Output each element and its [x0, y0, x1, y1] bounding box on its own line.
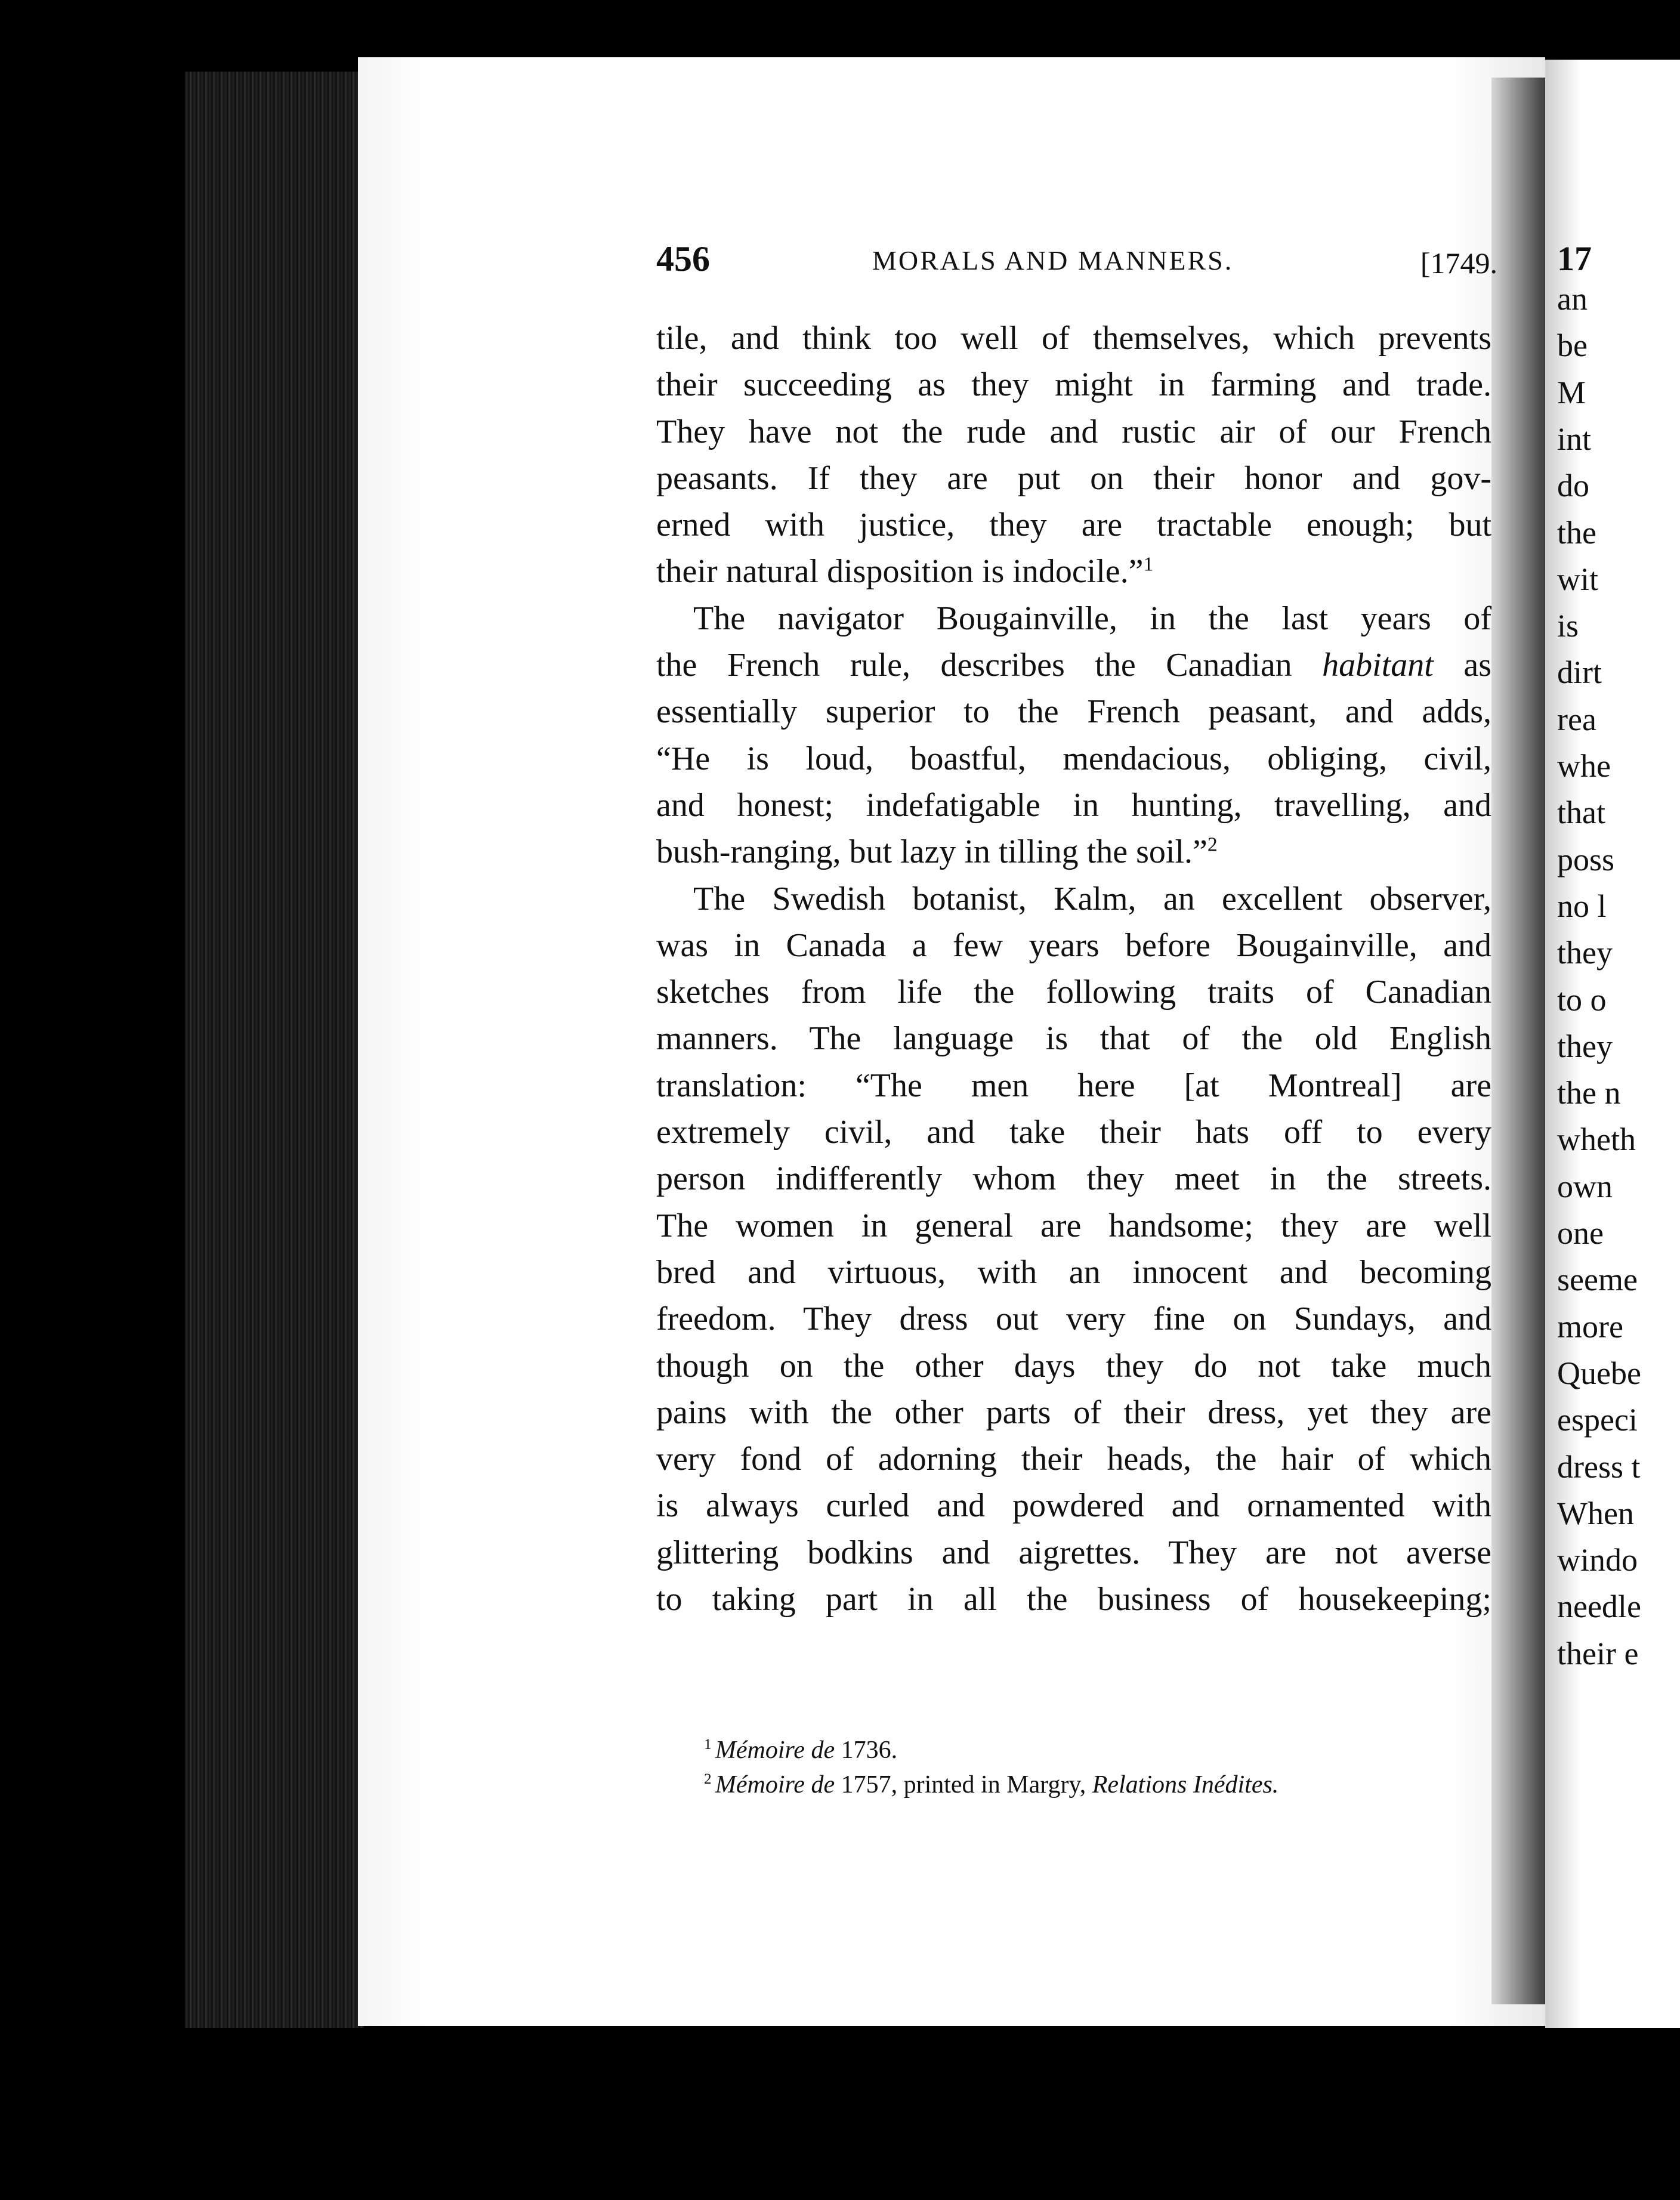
text-line-content: They have not the rude and rustic air of our French	[656, 413, 1491, 450]
right-page-line-fragment: poss	[1557, 841, 1615, 877]
text-line-content: and honest; indefatigable in hunting, travelling, and	[656, 786, 1491, 824]
footnote	[704, 1733, 1491, 1768]
footnote-title: Mémoire de	[715, 1771, 835, 1799]
text-line	[656, 315, 1491, 361]
right-page-line-fragment: Quebe	[1557, 1355, 1641, 1391]
text-line-content: translation: “The men here [at Montreal] are	[656, 1067, 1491, 1104]
text-line	[656, 922, 1491, 969]
right-page-line-fragment: wit	[1557, 561, 1599, 597]
text-line-content: extremely civil, and take their hats off to every	[656, 1114, 1491, 1151]
right-page-line-fragment: whe	[1557, 748, 1611, 784]
text-line	[656, 1203, 1491, 1249]
text-line-content: erned with justice, they are tractable enough; but	[656, 506, 1491, 544]
right-page-line-fragment: the n	[1557, 1075, 1621, 1111]
footnote-text: 1736.	[835, 1736, 898, 1764]
text-line-content: pains with the other parts of their dress, yet they are	[656, 1393, 1491, 1431]
right-page-line-fragment: is	[1557, 608, 1579, 644]
text-line	[656, 829, 1491, 875]
right-page-line-fragment: dirt	[1557, 654, 1602, 691]
text-line	[656, 595, 1491, 642]
text-line	[656, 1109, 1491, 1155]
text-line-content: tile, and think too well of themselves, which prevents	[656, 320, 1491, 357]
text-line-content: though on the other days they do not take much	[656, 1347, 1491, 1385]
footnote-number: 2	[704, 1771, 715, 1787]
text-line-content: sketches from life the following traits of Canadian	[656, 974, 1491, 1011]
text-line-content: their natural disposition is indocile.”	[656, 553, 1144, 591]
text-line	[656, 782, 1491, 829]
right-page-line-fragment: they	[1557, 935, 1613, 971]
right-page-line-fragment: windo	[1557, 1542, 1638, 1578]
text-line	[656, 642, 1491, 688]
footnote	[704, 1768, 1491, 1802]
text-line-content: glittering bodkins and aigrettes. They are not averse	[656, 1534, 1491, 1571]
text-line-content: the French rule, describes the Canadian habitant as	[656, 647, 1491, 684]
text-line-content: The navigator Bougainville, in the last years of	[693, 600, 1491, 637]
right-page-line-fragment: especi	[1557, 1402, 1638, 1438]
text-line	[656, 548, 1491, 595]
footnote-number: 1	[704, 1736, 715, 1753]
book-edge	[185, 72, 364, 2028]
right-page-line-fragment: be	[1557, 327, 1588, 364]
right-page-line-fragment: rea	[1557, 701, 1596, 737]
footnote-marker: 1	[1143, 553, 1154, 576]
text-line	[656, 1343, 1491, 1389]
right-page-line-fragment: their e	[1557, 1635, 1639, 1671]
footnote-publication: Relations Inédites.	[1092, 1771, 1279, 1799]
header-year: [1749.	[1420, 246, 1497, 280]
text-line	[656, 361, 1491, 408]
text-line	[656, 1062, 1491, 1109]
right-page-header-fragment: 17	[1557, 239, 1592, 278]
text-line-content: person indifferently whom they meet in the streets.	[656, 1160, 1491, 1198]
right-page-line-fragment: M	[1557, 374, 1586, 410]
text-line	[656, 409, 1491, 455]
right-page-line-fragment: an	[1557, 281, 1588, 317]
footnote-text: 1757, printed in Margry,	[835, 1771, 1092, 1799]
right-page-line-fragment: needle	[1557, 1589, 1641, 1625]
text-line-content: freedom. They dress out very fine on Sundays, and	[656, 1300, 1491, 1338]
text-line-content: their succeeding as they might in farming and trade.	[656, 366, 1491, 404]
text-line-content: very fond of adorning their heads, the hair of which	[656, 1441, 1491, 1478]
right-page-line-fragment: seeme	[1557, 1262, 1638, 1298]
text-line-content: is always curled and powdered and ornamented with	[656, 1487, 1491, 1525]
text-line-content: bush-ranging, but lazy in tilling the soil.”	[656, 833, 1208, 871]
right-page-line-fragment: that	[1557, 795, 1605, 831]
text-line	[656, 736, 1491, 782]
page-header	[656, 239, 1497, 286]
text-line-content: bred and virtuous, with an innocent and becoming	[656, 1253, 1491, 1291]
right-page	[1545, 60, 1680, 2028]
right-page-line-fragment: more	[1557, 1308, 1623, 1345]
text-line-content: manners. The language is that of the old English	[656, 1020, 1491, 1058]
text-line-content: The Swedish botanist, Kalm, an excellent observer,	[693, 880, 1491, 917]
text-line-content: essentially superior to the French peasant, and adds,	[656, 693, 1491, 731]
text-line-content: was in Canada a few years before Bougainville, and	[656, 926, 1491, 964]
text-line	[656, 1155, 1491, 1202]
text-line-content: to taking part in all the business of housekeeping;	[656, 1581, 1491, 1618]
text-line	[656, 1296, 1491, 1342]
right-page-line-fragment: When	[1557, 1495, 1634, 1531]
body-text	[656, 315, 1491, 1623]
text-line	[656, 969, 1491, 1015]
right-page-line-fragment: the	[1557, 514, 1596, 551]
right-page-line-fragment: wheth	[1557, 1121, 1636, 1158]
text-line	[656, 688, 1491, 735]
text-line	[656, 1249, 1491, 1296]
footnote-title: Mémoire de	[715, 1736, 835, 1764]
text-line	[656, 1389, 1491, 1436]
right-page-line-fragment: int	[1557, 421, 1592, 457]
page-gutter-shadow	[1491, 78, 1551, 2004]
text-line	[656, 1015, 1491, 1062]
right-page-line-fragment: no l	[1557, 888, 1607, 924]
text-line-content: peasants. If they are put on their honor and gov-	[656, 459, 1491, 497]
footnotes	[704, 1733, 1491, 1802]
text-line	[656, 1436, 1491, 1482]
footnote-marker: 2	[1207, 833, 1218, 856]
text-line-content: “He is loud, boastful, mendacious, obliging, civil,	[656, 740, 1491, 777]
right-page-line-fragment: do	[1557, 468, 1589, 504]
right-page-line-fragment: to o	[1557, 981, 1607, 1018]
running-title: MORALS AND MANNERS.	[872, 245, 1234, 276]
text-line	[656, 876, 1491, 922]
text-line	[656, 455, 1491, 502]
text-line	[656, 1576, 1491, 1623]
text-line	[656, 1482, 1491, 1529]
right-page-line-fragment: they	[1557, 1028, 1613, 1064]
right-page-line-fragment: own	[1557, 1168, 1613, 1204]
text-line	[656, 1530, 1491, 1576]
right-page-line-fragment: dress t	[1557, 1448, 1641, 1485]
right-page-line-fragment: one	[1557, 1215, 1604, 1251]
text-line-content: The women in general are handsome; they are well	[656, 1207, 1491, 1244]
page-number: 456	[656, 239, 710, 279]
text-line	[656, 502, 1491, 548]
